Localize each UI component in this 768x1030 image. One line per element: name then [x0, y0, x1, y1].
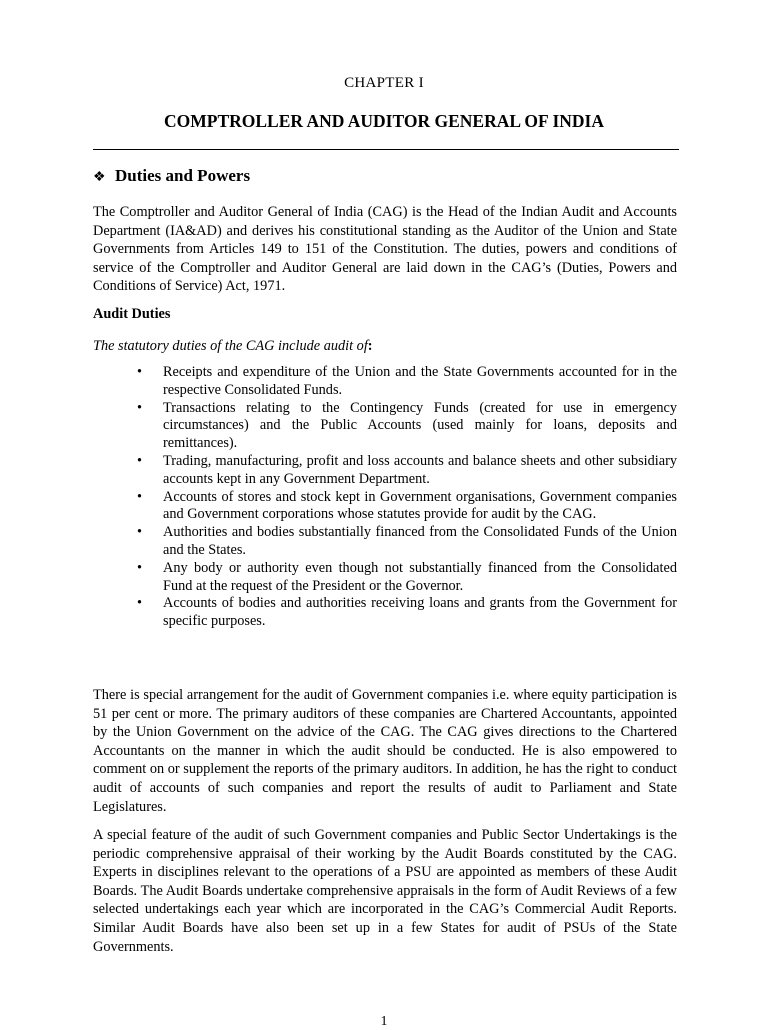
list-item — [133, 560, 677, 596]
special-feature-paragraph: A special feature of the audit of such Government companies and Public Sector Undertakings is the periodic comprehensive appraisal of their working by the Audit Boards constituted by the CAG. Experts in disciplines relevant to the operations of a PSU are appointed as members of these Audit Boards. The Audit Boards undertake comprehensive appraisals in the form of Audit Reviews of a few selected undertakings each year which are incorporated in the CAG’s Commercial Audit Reports. Similar Audit Boards have also been set up in a few States for audit of PSUs of the State Governments. — [93, 827, 677, 955]
title-divider — [93, 149, 679, 150]
section-heading-text: Duties and Powers — [115, 166, 251, 185]
list-item-text: Accounts of stores and stock kept in Government organisations, Government companies and Government corporations whose statutes provide for audit by the CAG. — [163, 488, 677, 523]
audit-duties-heading: Audit Duties — [93, 306, 171, 322]
audit-duties-intro — [93, 338, 373, 355]
audit-duties-intro-text: The statutory duties of the CAG include audit of — [93, 338, 368, 354]
list-item-text: Any body or authority even though not substantially financed from the Consolidated Fund at the request of the President or the Governor. — [163, 559, 677, 594]
bullet-icon: • — [137, 524, 143, 541]
list-item — [133, 453, 677, 489]
intro-paragraph: The Comptroller and Auditor General of India (CAG) is the Head of the Indian Audit and Accounts Department (IA&AD) and derives his constitutional standing as the Auditor of the Union and State Governments from Articles 149 to 151 of the Constitution. The duties, powers and conditions of service of the Comptroller and Auditor General are laid down in the CAG’s (Duties, Powers and Conditions of Service) Act, 1971. — [93, 204, 677, 295]
bullet-icon: • — [137, 559, 143, 576]
bullet-icon: • — [137, 452, 143, 469]
special-arrangement-paragraph: There is special arrangement for the audit of Government companies i.e. where equity participation is 51 per cent or more. The primary auditors of these companies are Chartered Accountants, appointed by the Union Government on the advice of the CAG. The CAG gives directions to the Chartered Accountants on the manner in which the audit should be conducted. He is also empowered to comment on or supplement the reports of the primary auditors. In addition, he has the right to conduct audit of accounts of such companies and report the results of audit to Parliament and State Legislatures. — [93, 687, 677, 815]
diamond-bullet-icon: ❖ — [93, 170, 106, 185]
list-item-text: Accounts of bodies and authorities receiving loans and grants from the Government for specific purposes. — [163, 595, 677, 630]
bullet-icon: • — [137, 364, 143, 380]
list-item — [133, 489, 677, 525]
list-item-text: Trading, manufacturing, profit and loss accounts and balance sheets and other subsidiary accounts kept in any Government Department. — [163, 452, 677, 487]
audit-duties-intro-colon: : — [367, 338, 373, 354]
chapter-label: CHAPTER I — [344, 75, 424, 91]
list-item-text: Authorities and bodies substantially financed from the Consolidated Funds of the Union and the States. — [163, 524, 677, 558]
list-item — [133, 364, 677, 400]
list-item-text: Transactions relating to the Contingency Funds (created for use in emergency circumstances) and the Public Accounts (used mainly for loans, deposits and remittances). — [163, 399, 677, 452]
list-item — [133, 400, 677, 453]
section-heading — [93, 166, 250, 186]
page-number: 1 — [380, 1014, 388, 1029]
bullet-icon: • — [137, 399, 143, 416]
list-item-text: Receipts and expenditure of the Union and the State Governments accounted for in the respective Consolidated Funds. — [163, 364, 677, 398]
audit-duties-list — [133, 364, 677, 631]
bullet-icon: • — [137, 488, 143, 505]
bullet-icon: • — [137, 595, 143, 612]
list-item — [133, 595, 677, 631]
document-title: COMPTROLLER AND AUDITOR GENERAL OF INDIA — [164, 111, 604, 131]
list-item — [133, 524, 677, 560]
